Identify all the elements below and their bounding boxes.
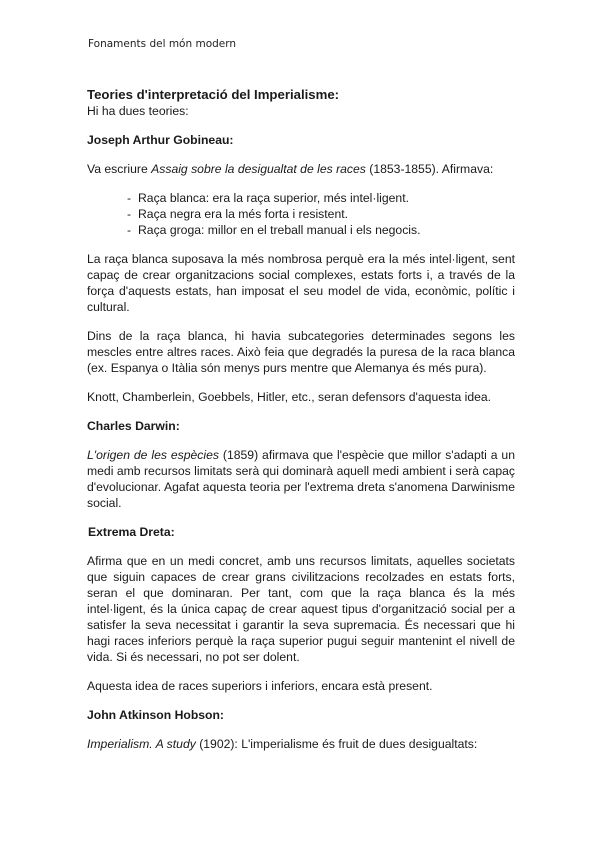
races-list bbox=[87, 190, 515, 238]
list-item: - Raça groga: millor en el treball manual i els negocis. bbox=[127, 222, 515, 238]
gobineau-paragraph-3: Dins de la raça blanca, hi havia subcategories determinades segons les mescles entre altres races. Això feia que degradés la puresa de la raca blanca (ex. Espanya o Itàlia són menys purs mentre que Alemanya és més pura). bbox=[87, 329, 515, 375]
gobineau-paragraph-2: La raça blanca suposava la més nombrosa perquè era la més intel·ligent, sent capaç de crear organitzacions social complexes, estats forts i, a través de la força d'aquests estats, han imposat el seu model de vida, econòmic, polític i cultural. bbox=[87, 252, 515, 314]
darwin-p1-post: (1859) afirmava que l'espècie que millor s'adapti a un medi amb recursos limitats serà qui dominarà aquell medi ambient i serà capaç d'evolucionar. Agafat aquesta teoria per l'extrema dreta s'anomena Darwinisme social. bbox=[87, 448, 515, 510]
gobineau-book-title: Assaig sobre la desigualtat de les races bbox=[151, 162, 366, 176]
extrema-paragraph-2: Aquesta idea de races superiors i inferiors, encara està present. bbox=[87, 679, 433, 693]
list-item: - Raça blanca: era la raça superior, més intel·ligent. bbox=[127, 190, 515, 206]
section-heading-darwin: Charles Darwin: bbox=[87, 419, 180, 433]
darwin-paragraph-1 bbox=[87, 447, 515, 511]
section-heading-extrema-dreta: Extrema Dreta: bbox=[88, 525, 175, 539]
intro-text: Hi ha dues teories: bbox=[87, 104, 189, 118]
hobson-p1-post: (1902): L'imperialisme és fruit de dues desigualtats: bbox=[195, 737, 478, 751]
document-body bbox=[87, 86, 515, 765]
gobineau-paragraph-1 bbox=[87, 161, 515, 177]
section-heading-gobineau: Joseph Arthur Gobineau: bbox=[87, 133, 234, 147]
gobineau-paragraph-4: Knott, Chamberlein, Goebbels, Hitler, etc., seran defensors d'aquesta idea. bbox=[87, 390, 492, 404]
gobineau-p1-pre: Va escriure bbox=[87, 162, 152, 176]
hobson-paragraph-1 bbox=[87, 736, 515, 752]
darwin-book-title: L'origen de les espècies bbox=[87, 448, 219, 462]
page-title: Teories d'interpretació del Imperialisme: bbox=[87, 87, 340, 102]
extrema-paragraph-1: Afirma que en un medi concret, amb uns recursos limitats, aquelles societats que siguin capaces de crear grans civilitzacions recolzades en estats forts, seran el que dominaran. Per tant, com que la raça blanca és la més intel·ligent, és la única capaç de crear aquest tipus d'organització social per a satisfer la seva necessitat i garantir la seva supremacia. És necessari que hi hagi races inferiors perquè la raça superior pugui seguir mantenint el nivell de vida. Si és necessari, no pot ser dolent. bbox=[87, 554, 515, 664]
list-item: - Raça negra era la més forta i resistent. bbox=[127, 206, 515, 222]
hobson-book-title: Imperialism. A study bbox=[87, 737, 196, 751]
gobineau-p1-post: (1853-1855). Afirmava: bbox=[365, 162, 494, 176]
section-heading-hobson: John Atkinson Hobson: bbox=[87, 708, 224, 722]
running-header: Fonaments del món modern bbox=[88, 38, 237, 50]
